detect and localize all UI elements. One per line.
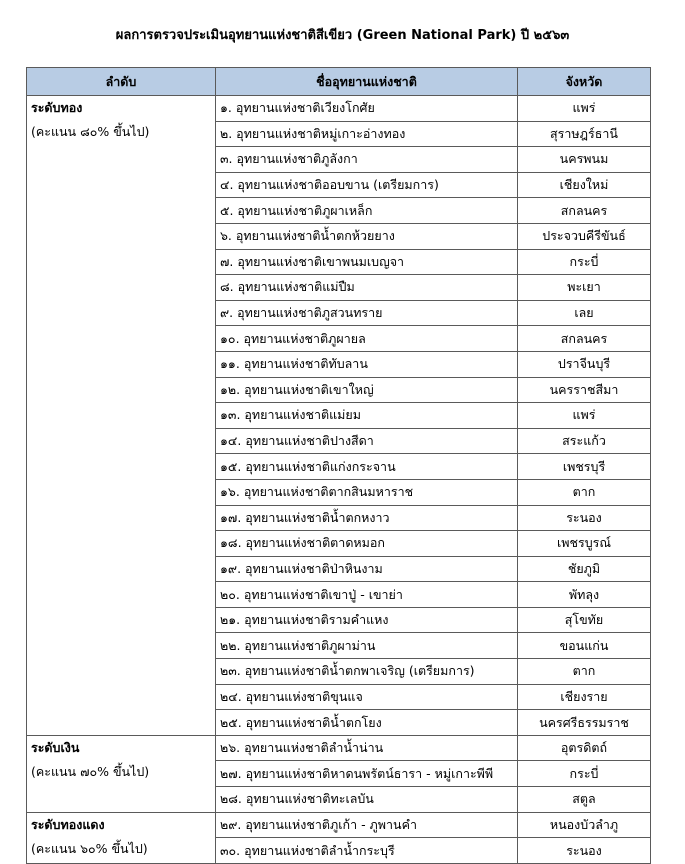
province-cell: นครราชสีมา	[518, 377, 651, 403]
page-title: ผลการตรวจประเมินอุทยานแห่งชาติสีเขียว (Green National Park) ปี ๒๕๖๓	[115, 28, 570, 43]
province-cell: นครศรีธรรมราช	[518, 710, 651, 736]
level-score: (คะแนน ๗๐% ขึ้นไป)	[31, 763, 150, 779]
park-name-cell: ๒๒. อุทยานแห่งชาติภูผาม่าน	[216, 633, 518, 659]
level-name: ระดับทองแดง	[31, 816, 105, 832]
province-cell: หนองบัวลำภู	[518, 812, 651, 838]
park-name-cell: ๓๐. อุทยานแห่งชาติลำน้ำกระบุรี	[216, 838, 518, 864]
park-name-cell: ๑๒. อุทยานแห่งชาติเขาใหญ่	[216, 377, 518, 403]
province-cell: เลย	[518, 300, 651, 326]
park-name-cell: ๒๕. อุทยานแห่งชาติน้ำตกโยง	[216, 710, 518, 736]
park-name-cell: ๑๔. อุทยานแห่งชาติปางสีดา	[216, 428, 518, 454]
level-name: ระดับเงิน	[31, 739, 80, 755]
level-name: ระดับทอง	[31, 100, 83, 115]
park-name-cell: ๕. อุทยานแห่งชาติภูผาเหล็ก	[216, 198, 518, 224]
province-cell: เพชรบุรี	[518, 454, 651, 480]
table-row	[27, 735, 651, 761]
park-name-cell: ๑๕. อุทยานแห่งชาติแก่งกระจาน	[216, 454, 518, 480]
park-name-cell: ๘. อุทยานแห่งชาติแม่ปืม	[216, 275, 518, 301]
park-name-cell: ๒๖. อุทยานแห่งชาติลำน้ำน่าน	[216, 735, 518, 761]
level-cell	[27, 812, 216, 863]
park-name-cell: ๑๖. อุทยานแห่งชาติตากสินมหาราช	[216, 479, 518, 505]
park-name-cell: ๒. อุทยานแห่งชาติหมู่เกาะอ่างทอง	[216, 121, 518, 147]
province-cell: ตาก	[518, 479, 651, 505]
header-park-name: ชื่ออุทยานแห่งชาติ	[216, 68, 518, 96]
province-cell: เชียงราย	[518, 684, 651, 710]
province-cell: ขอนแก่น	[518, 633, 651, 659]
level-cell	[27, 735, 216, 812]
province-cell: สกลนคร	[518, 326, 651, 352]
park-name-cell: ๓. อุทยานแห่งชาติภูลังกา	[216, 147, 518, 173]
province-cell: สกลนคร	[518, 198, 651, 224]
province-cell: กระบี่	[518, 249, 651, 275]
province-cell: นครพนม	[518, 147, 651, 173]
table-row	[27, 96, 651, 122]
park-name-cell: ๔. อุทยานแห่งชาติออบขาน (เตรียมการ)	[216, 172, 518, 198]
province-cell: พัทลุง	[518, 582, 651, 608]
province-cell: สุโขทัย	[518, 607, 651, 633]
province-cell: พะเยา	[518, 275, 651, 301]
park-name-cell: ๒๘. อุทยานแห่งชาติทะเลบัน	[216, 787, 518, 813]
park-name-cell: ๗. อุทยานแห่งชาติเขาพนมเบญจา	[216, 249, 518, 275]
park-name-cell: ๒๓. อุทยานแห่งชาติน้ำตกพาเจริญ (เตรียมการ)	[216, 659, 518, 685]
park-name-cell: ๒๐. อุทยานแห่งชาติเขาปู่ - เขาย่า	[216, 582, 518, 608]
table-header-row	[27, 68, 651, 96]
province-cell: ประจวบคีรีขันธ์	[518, 223, 651, 249]
province-cell: แพร่	[518, 403, 651, 429]
park-name-cell: ๙. อุทยานแห่งชาติภูสวนทราย	[216, 300, 518, 326]
level-cell	[27, 96, 216, 736]
park-name-cell: ๑๓. อุทยานแห่งชาติแม่ยม	[216, 403, 518, 429]
province-cell: สตูล	[518, 787, 651, 813]
park-name-cell: ๒๔. อุทยานแห่งชาติขุนแจ	[216, 684, 518, 710]
park-name-cell: ๑๘. อุทยานแห่งชาติตาดหมอก	[216, 531, 518, 557]
province-cell: กระบี่	[518, 761, 651, 787]
province-cell: ตาก	[518, 659, 651, 685]
green-park-table	[26, 67, 651, 864]
park-name-cell: ๒๙. อุทยานแห่งชาติภูเก้า - ภูพานคำ	[216, 812, 518, 838]
header-province: จังหวัด	[518, 68, 651, 96]
province-cell: เชียงใหม่	[518, 172, 651, 198]
park-name-cell: ๑๐. อุทยานแห่งชาติภูผายล	[216, 326, 518, 352]
table-row	[27, 812, 651, 838]
province-cell: สระแก้ว	[518, 428, 651, 454]
level-score: (คะแนน ๖๐% ขึ้นไป)	[31, 840, 148, 856]
park-name-cell: ๑๑. อุทยานแห่งชาติทับลาน	[216, 351, 518, 377]
province-cell: สุราษฎร์ธานี	[518, 121, 651, 147]
park-name-cell: ๑. อุทยานแห่งชาติเวียงโกศัย	[216, 96, 518, 122]
province-cell: แพร่	[518, 96, 651, 122]
park-name-cell: ๒๗. อุทยานแห่งชาติหาดนพรัตน์ธารา - หมู่เกาะพีพี	[216, 761, 518, 787]
level-score: (คะแนน ๘๐% ขึ้นไป)	[31, 124, 150, 139]
province-cell: ระนอง	[518, 838, 651, 864]
park-name-cell: ๑๙. อุทยานแห่งชาติป่าหินงาม	[216, 556, 518, 582]
park-name-cell: ๑๗. อุทยานแห่งชาติน้ำตกหงาว	[216, 505, 518, 531]
province-cell: อุตรดิตถ์	[518, 735, 651, 761]
province-cell: ระนอง	[518, 505, 651, 531]
header-level: ลำดับ	[27, 68, 216, 96]
province-cell: ชัยภูมิ	[518, 556, 651, 582]
table-body	[27, 96, 651, 864]
park-name-cell: ๒๑. อุทยานแห่งชาติรามคำแหง	[216, 607, 518, 633]
province-cell: เพชรบูรณ์	[518, 531, 651, 557]
park-name-cell: ๖. อุทยานแห่งชาติน้ำตกห้วยยาง	[216, 223, 518, 249]
province-cell: ปราจีนบุรี	[518, 351, 651, 377]
